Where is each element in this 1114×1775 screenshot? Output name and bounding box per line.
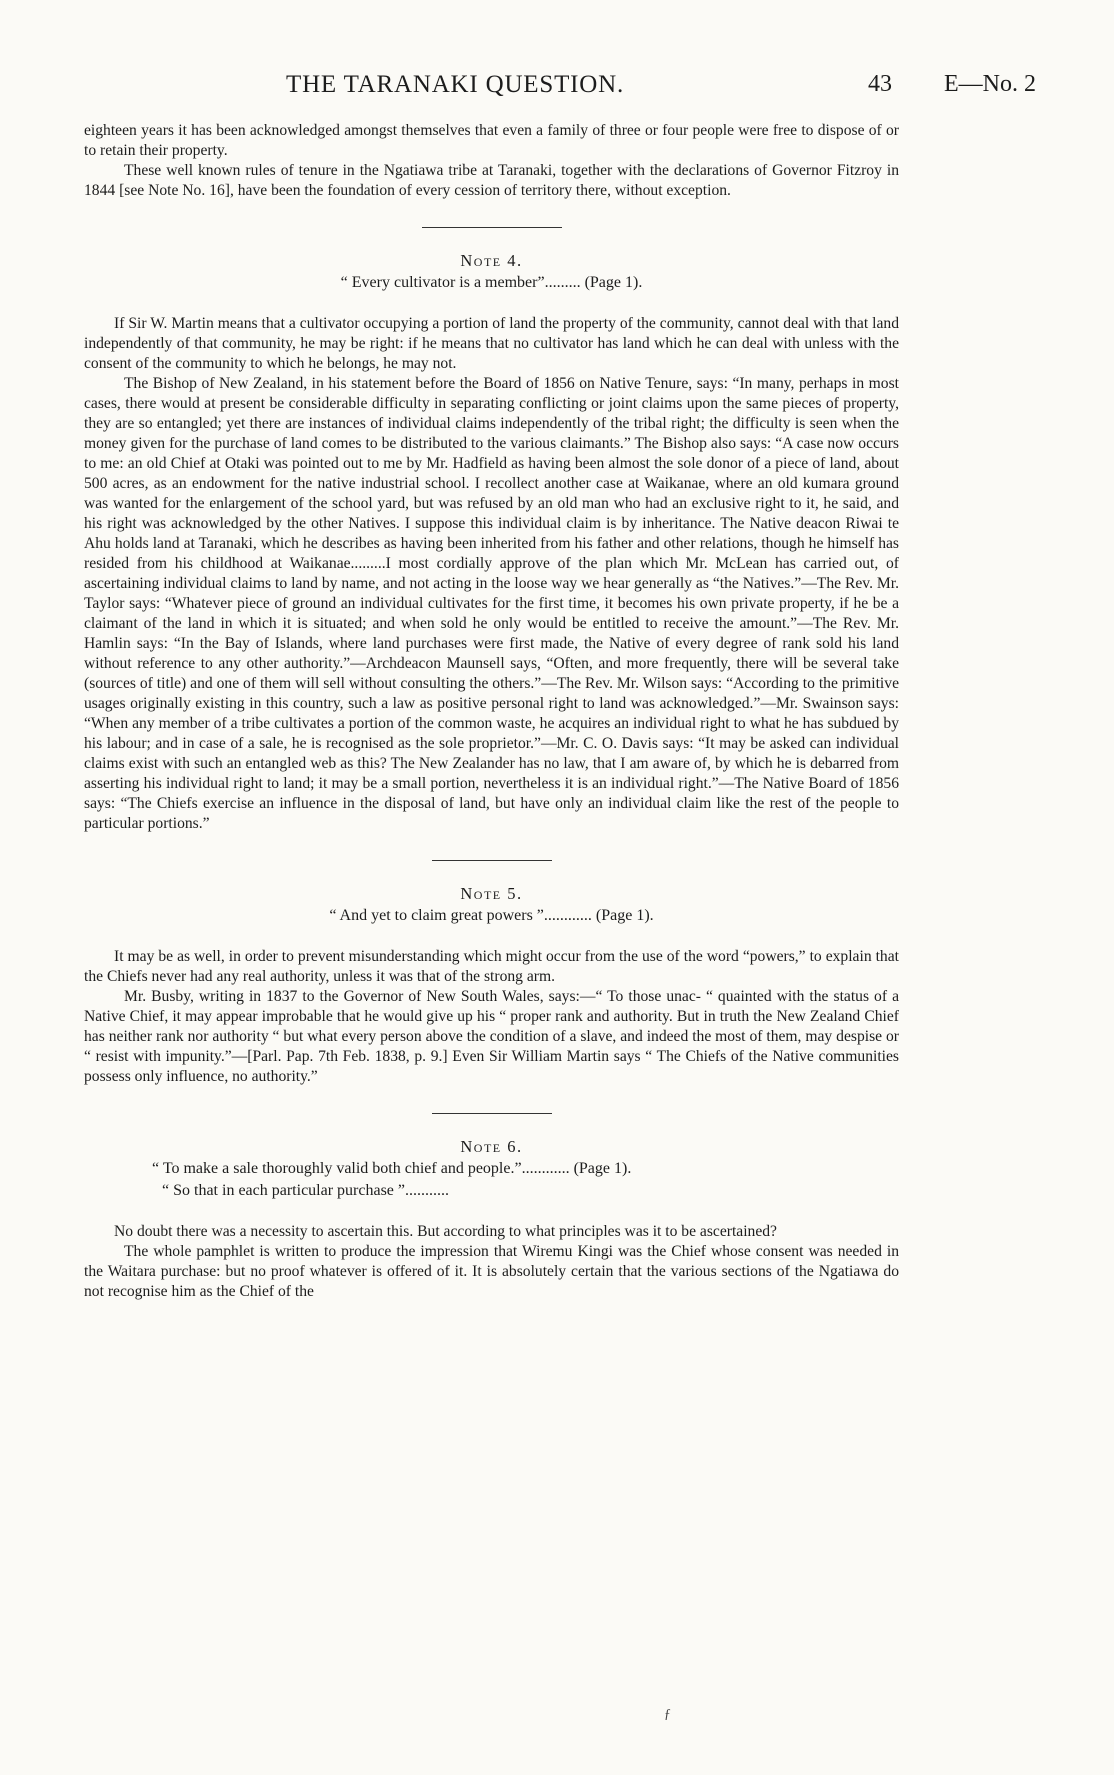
running-title: THE TARANAKI QUESTION.: [286, 71, 625, 98]
note-6-quote-2: “ So that in each particular purchase ”...........: [162, 1182, 449, 1199]
footer-mark: ƒ: [664, 1707, 671, 1722]
note-6-title: Note 6.: [460, 1137, 523, 1156]
note-4-paragraph-1: If Sir W. Martin means that a cultivator occupying a portion of land the property of the community, cannot deal with that land independently of that community, he may be right: if he means that no cultivator has land which he can deal with unless with the consent of the community to which he belongs, he may not.: [84, 315, 899, 372]
intro-paragraph-2: These well known rules of tenure in the Ngatiawa tribe at Taranaki, together with the declarations of Governor Fitzroy in 1844 [see Note No. 16], have been the foundation of every cession of territory there, without exception.: [84, 162, 899, 199]
page-number: 43: [868, 71, 892, 97]
note-4-title: Note 4.: [460, 251, 523, 270]
note-6-quote-1: “ To make a sale thoroughly valid both chief and people.”............ (Page 1).: [152, 1160, 632, 1177]
section-divider: [422, 227, 562, 228]
section-divider: [432, 860, 552, 861]
intro-paragraph-1: eighteen years it has been acknowledged amongst themselves that even a family of three or four people were free to dispose of or to retain their property.: [84, 122, 899, 159]
note-5-title: Note 5.: [460, 884, 523, 903]
note-6-paragraph-1: No doubt there was a necessity to ascertain this. But according to what principles was it to be ascertained?: [114, 1223, 777, 1240]
document-reference: E—No. 2: [944, 71, 1036, 97]
note-5-paragraph-1: It may be as well, in order to prevent misunderstanding which might occur from the use of the word “powers,” to explain that the Chiefs never had any real authority, unless it was that of the strong arm.: [84, 948, 899, 985]
section-divider: [432, 1113, 552, 1114]
page-body: [84, 121, 899, 1302]
note-6-paragraph-2: The whole pamphlet is written to produce the impression that Wiremu Kingi was the Chief whose consent was needed in the Waitara purchase: but no proof whatever is offered of it. It is absolutely certain that the various sections of the Ngatiawa do not recognise him as the Chief of the: [84, 1243, 899, 1300]
note-4-paragraph-2: The Bishop of New Zealand, in his statement before the Board of 1856 on Native Tenure, says: “In many, perhaps in most cases, there would at present be considerable difficulty in separating conflicting or joint claims upon the same pieces of property, they are so entangled; yet there are instances of individual claims independently of the tribal right; the difficulty is seen when the money given for the purchase of land comes to be distributed to the various claimants.” The Bishop also says: “A case now occurs to me: an old Chief at Otaki was pointed out to me by Mr. Hadfield as having been almost the sole donor of a piece of land, about 500 acres, as an endowment for the native industrial school. I recollect another case at Waikanae, where an old kumara ground was wanted for the enlargement of the school yard, but was refused by an old man who had an exclusive right to it, he said, and his right was acknowledged by the other Natives. I suppose this individual claim is by inheritance. The Native deacon Riwai te Ahu holds land at Taranaki, which he describes as having been inherited from his father and other relations, though he himself has resided from his childhood at Waikanae.........I most cordially approve of the plan which Mr. McLean has carried out, of ascertaining individual claims to land by name, and not acting in the loose way we hear generally as “the Natives.”—The Rev. Mr. Taylor says: “Whatever piece of ground an individual cultivates for the first time, it becomes his own private property, if he be a claimant of the land in which it is situated; and when sold he only would be entitled to receive the amount.”—The Rev. Mr. Hamlin says: “In the Bay of Islands, where land purchases were first made, the Native of every degree of rank sold his land without reference to any other authority.”—Archdeacon Maunsell says, “Often, and more frequently, there will be several take (sources of title) and one of them will sell without consulting the others.”—The Rev. Mr. Wilson says: “According to the primitive usages originally existing in this country, such a law as positive personal right to land was acknowledged.”—Mr. Swainson says: “When any member of a tribe cultivates a portion of the common waste, he acquires an individual right to what he has subdued by his labour; and in case of a sale, he is recognised as the sole proprietor.”—Mr. C. O. Davis says: “It may be asked can individual claims exist with such an entangled web as this? The New Zealander has no law, that I am aware of, by which he is debarred from asserting his individual right to land; it may be a small portion, nevertheless it is an individual right.”—The Native Board of 1856 says: “The Chiefs exercise an influence in the disposal of land, but have only an individual claim like the rest of the people to particular portions.”: [84, 375, 899, 832]
note-5-quote: “ And yet to claim great powers ”............ (Page 1).: [329, 907, 654, 924]
note-5-paragraph-2: Mr. Busby, writing in 1837 to the Governor of New South Wales, says:—“ To those unac- “ quainted with the status of a Native Chief, it may appear improbable that he would give up his “ proper rank and authority. But in truth the New Zealand Chief has neither rank nor authority “ but what every person above the condition of a slave, and indeed the most of them, may despise or “ resist with impunity.”—[Parl. Pap. 7th Feb. 1838, p. 9.] Even Sir William Martin says “ The Chiefs of the Native communities possess only influence, no authority.”: [84, 988, 899, 1085]
page-header: [0, 71, 1114, 105]
note-4-quote: “ Every cultivator is a member”......... (Page 1).: [340, 274, 643, 291]
